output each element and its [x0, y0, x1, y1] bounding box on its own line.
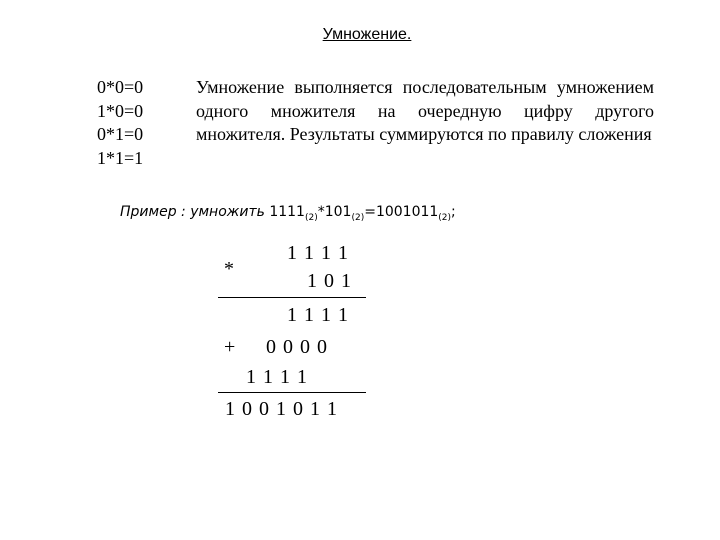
page-title: Умножение. [322, 26, 412, 43]
multiplier-row: 1 0 1 [307, 270, 351, 292]
example-result-base: (2) [438, 213, 452, 223]
result-row: 1 0 0 1 0 1 1 [225, 398, 337, 420]
description-paragraph: Умножение выполняется последовательным умножением одного множителя на очередную цифру другого множителя. Результаты суммируются по правилу сложения [196, 77, 654, 144]
multiplicand-row: 1 1 1 1 [287, 242, 348, 264]
plus-sign: + [224, 336, 236, 358]
table-row: 1*0=0 [97, 100, 144, 121]
divider-line [218, 297, 366, 298]
example-operand-b-base: (2) [351, 213, 365, 223]
table-row: 0*0=0 [97, 77, 144, 97]
example-end: ; [451, 204, 456, 220]
partial-product-row: 0 0 0 0 [266, 336, 327, 358]
table-row: 1*1=1 [97, 147, 144, 168]
example-operand-a-base: (2) [304, 213, 318, 223]
example-operator: * [317, 204, 325, 220]
example-operand-b: 101 [324, 204, 352, 220]
multiply-sign: * [224, 258, 234, 280]
example-label: Пример : умножить [120, 204, 265, 220]
example-result: 1001011 [375, 204, 439, 220]
example-operand-a: 1111 [269, 204, 305, 220]
table-row: 0*1=0 [97, 124, 144, 144]
partial-product-row: 1 1 1 1 [246, 366, 307, 388]
partial-product-row: 1 1 1 1 [287, 304, 348, 326]
example-equals: = [364, 204, 376, 220]
divider-line [218, 392, 366, 393]
